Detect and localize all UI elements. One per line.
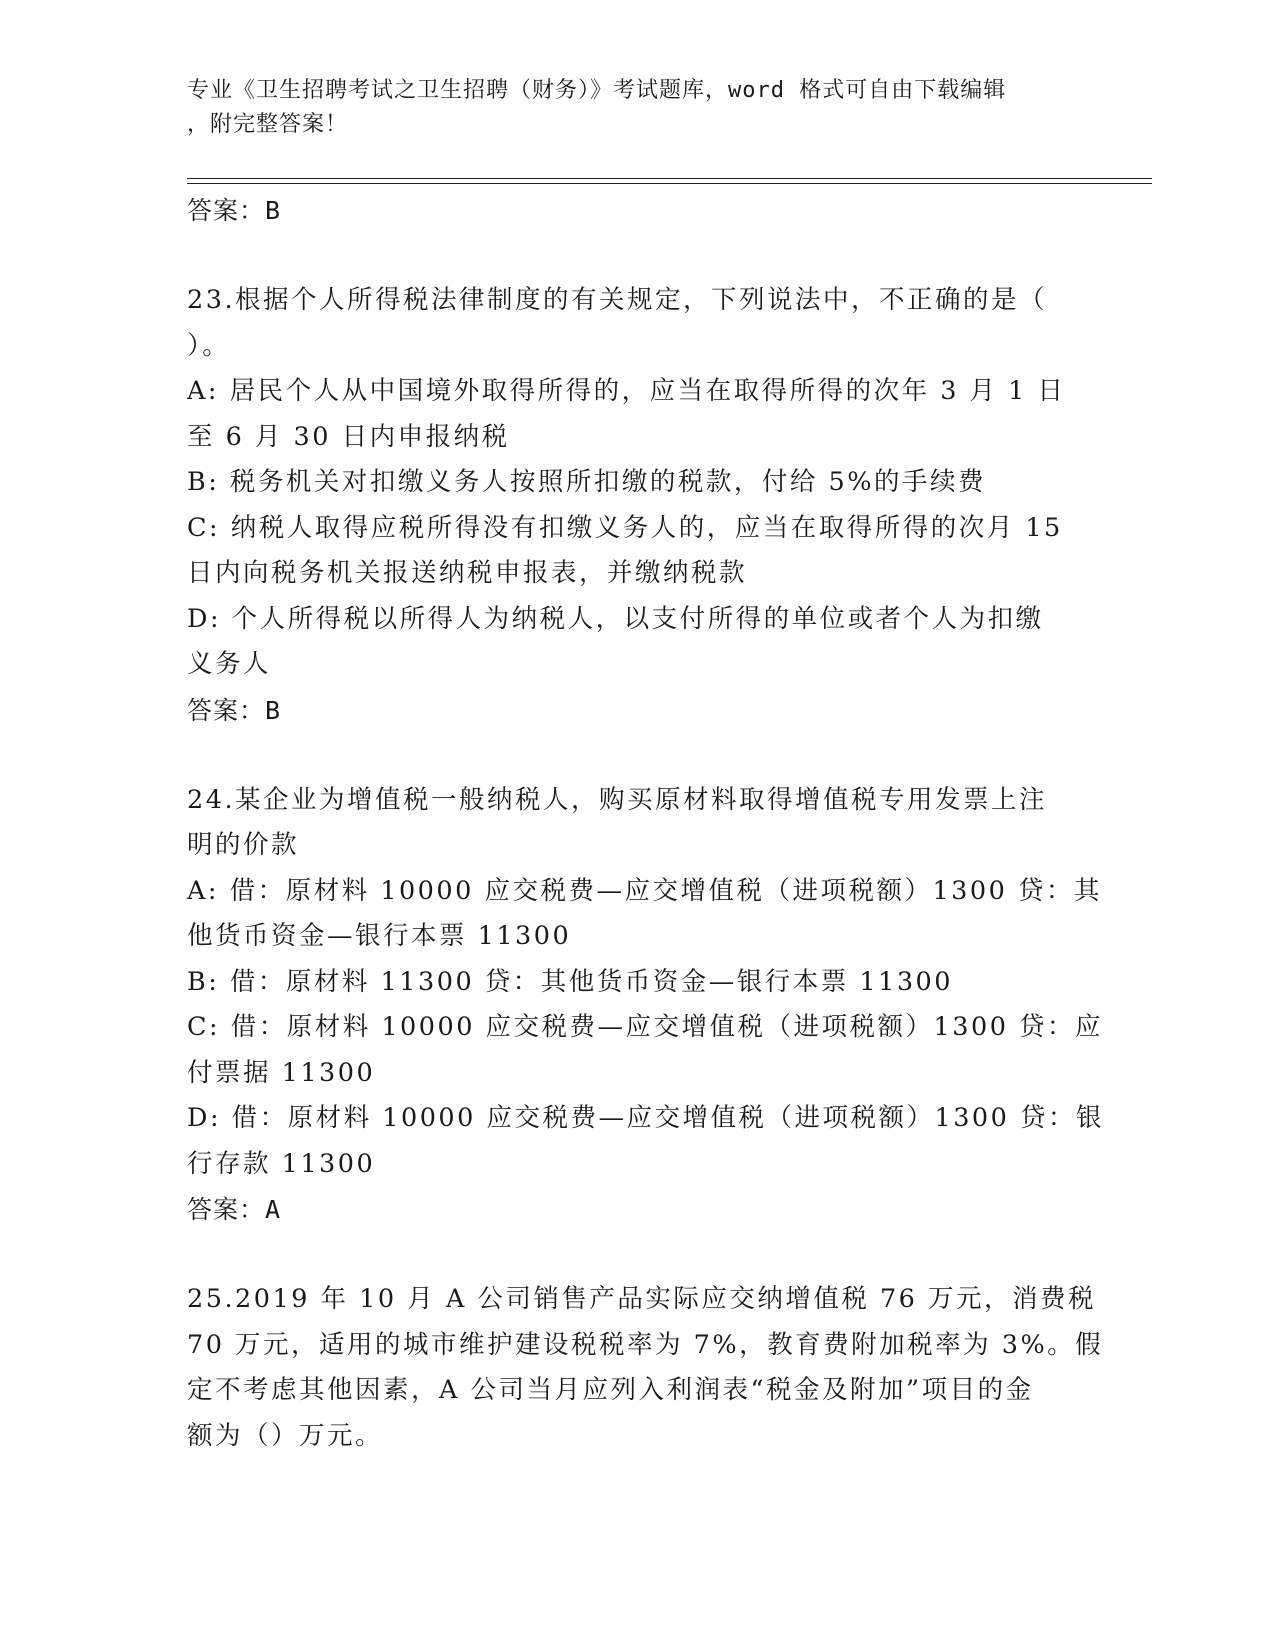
header-rule-top [187, 178, 1152, 179]
question-23 [187, 278, 1087, 734]
question-stem-line: 70 万元，适用的城市维护建设税税率为 7%，教育费附加税率为 3%。假 [187, 1329, 1104, 1360]
header-rule-bottom [187, 183, 1152, 184]
question-25 [187, 1277, 1104, 1459]
question-stem-line: ）。 [187, 330, 231, 361]
option-b: B: 税务机关对扣缴义务人按照所扣缴的税款，付给 5%的手续费 [187, 467, 986, 497]
option-d: D: 借：原材料 10000 应交税费—应交增值税（进项税额）1300 贷：银 [187, 1103, 1104, 1133]
question-stem-line: 24.某企业为增值税一般纳税人，购买原材料取得增值税专用发票上注 [187, 784, 1048, 815]
option-c-cont: 日内向税务机关报送纳税申报表，并缴纳税款 [187, 558, 748, 588]
question-24 [187, 778, 1104, 1234]
option-d: D: 个人所得税以所得人为纳税人，以支付所得的单位或者个人为扣缴 [187, 603, 1044, 634]
header-line-2: ，附完整答案！ [187, 112, 349, 137]
option-d-cont: 行存款 11300 [187, 1148, 376, 1179]
document-header [187, 74, 1087, 142]
option-a-cont: 他货币资金—银行本票 11300 [187, 921, 572, 951]
option-a: A: 居民个人从中国境外取得所得的，应当在取得所得的次年 3 月 1 日 [187, 376, 1066, 406]
question-stem-line: 25.2019 年 10 月 A 公司销售产品实际应交纳增值税 76 万元，消费税 [187, 1284, 1097, 1314]
option-c: C: 纳税人取得应税所得没有扣缴义务人的，应当在取得所得的次月 15 [187, 512, 1063, 543]
option-a-cont: 至 6 月 30 日内申报纳税 [187, 421, 510, 452]
question-stem-line: 23.根据个人所得税法律制度的有关规定，下列说法中，不正确的是（ [187, 285, 1048, 315]
option-c: C: 借：原材料 10000 应交税费—应交增值税（进项税额）1300 贷：应 [187, 1012, 1104, 1042]
answer-23: 答案：B [187, 695, 282, 725]
answer-24: 答案：A [187, 1195, 282, 1224]
question-stem-line: 明的价款 [187, 830, 300, 860]
option-b: B: 借：原材料 11300 贷：其他货币资金—银行本票 11300 [187, 966, 953, 997]
option-d-cont: 义务人 [187, 649, 272, 679]
question-stem-line: 额为（）万元。 [187, 1420, 384, 1451]
header-line-1: 专业《卫生招聘考试之卫生招聘（财务）》考试题库，word 格式可自由下载编辑 [187, 78, 1007, 103]
document-body [187, 188, 1104, 1459]
option-c-cont: 付票据 11300 [187, 1057, 376, 1088]
option-a: A: 借：原材料 10000 应交税费—应交增值税（进项税额）1300 贷：其 [187, 875, 1102, 906]
answer-prev: 答案：B [187, 196, 282, 225]
question-stem-line: 定不考虑其他因素，A 公司当月应列入利润表“税金及附加”项目的金 [187, 1375, 1034, 1405]
